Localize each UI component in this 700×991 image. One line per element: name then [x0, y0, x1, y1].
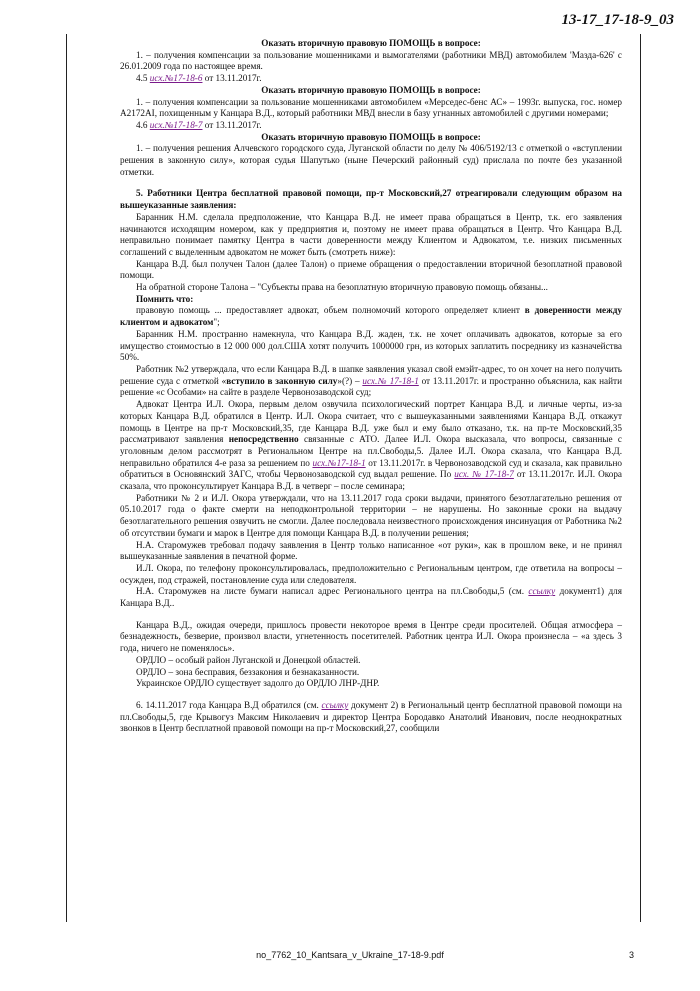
paragraph: Украинское ОРДЛО существует задолго до ОРДЛО ЛНР-ДНР.: [136, 678, 380, 689]
text-run: 4.6: [136, 119, 150, 130]
paragraph: Баранник Н.М. сделала предположение, что Канцара В.Д. не имеет права обращаться в Центр, т.к. его заявления начинаются исходящим номером, как у предприятия и, поэтому не имеет права обращаться в Центр. Что Канцара В.Д. неправильно понимает памятку Центра в части доверенности между Клиентом и Адвокатом, т.е. низких письменных соглашений с выделенным адвокатом не может быть (смотреть ниже):: [120, 211, 622, 257]
document-code: 13-17_17-18-9_03: [561, 12, 674, 28]
paragraph: Работники № 2 и И.Л. Окора утверждали, что на 13.11.2017 года сроки выдачи, принятого безотлагательно решения от 05.10.2017 года о факте смерти на неподконтрольной территории – не нарушены. Но законные сроки на выдачу безотлагательного решения озвучить не смогли. Далее последовала неизвестного происхождения инсинуация от Работника №2 об отсутствии бумаги и марок в Центре для помощи Канцара В.Д. в получении решения;: [120, 492, 622, 538]
document-link[interactable]: исх.№17-18-6: [149, 73, 203, 84]
paragraph: [120, 73, 622, 85]
bold-text: в доверенности между клиентом и адвокатом: [120, 305, 622, 328]
text-run: Адвокат Центра И.Л. Окора, первым делом озвучила психологический портрет Канцара В.Д. и личные черты, из-за которых Канцара В.Д. обратился в Центр. И.Л. Окора считает, что с вышеуказанными заявлениями Канцара В.Д. откажут помощь в Центре на пр-т Московский,35, где Канцара В.Д. уже был и ему было отказано, т.к. на пр-те Московский,35 рассматривают заявления: [120, 399, 622, 445]
paragraph: Канцара В.Д., ожидая очереди, пришлось провести некоторое время в Центре среди просителей. Общая атмосфера – безнадежность, безверие, произвол власти, угнетенность посетителей. Работник центра И.Л. Окора произнесла – «а здесь 3 года, ничего не поменялось».: [120, 619, 622, 654]
document-link[interactable]: исх. № 17-18-7: [454, 469, 514, 480]
text-run: от 13.11.2017г. И.Л. Окора сказала, что проконсультирует Канцара В.Д. в четверг – после семинара;: [120, 469, 622, 492]
paragraph: Н.А. Старомужев требовал подачу заявления в Центр только написанное «от руки», как в прошлом веке, и не принял вышеуказанные заявления в печатной форме.: [120, 539, 622, 562]
text-run: от 13.11.2017г. и пространно объяснила, как найти решение «с Особами» на сайте в разделе Червонозаводской суд;: [120, 375, 622, 398]
text-run: от 13.11.2017г. в Червонозаводской суд и сказала, как правильно обратиться в Основянский ЗАГС, чтобы Червонозаводской суд выдал решение. По: [120, 457, 622, 480]
paragraph: 1. – получения решения Алчевского городского суда, Луганской области по делу № 406/5192/13 с отметкой о «вступлении решения в законную силу», которая судья Шапутько (ныне Печерский районный суд) прислала по почте без указанной отметки.: [120, 143, 622, 177]
paragraph: [120, 364, 622, 399]
paragraph: ОРДЛО – особый район Луганской и Донецкой областей.: [136, 654, 361, 665]
text-run: »(?) –: [337, 375, 363, 386]
document-link[interactable]: исх.№ 17-18-1: [362, 375, 419, 386]
document-link[interactable]: ссылку: [321, 699, 349, 710]
bold-text: непосредственно: [228, 434, 299, 445]
bold-text: Помнить что:: [136, 293, 194, 304]
text-run: ";: [213, 317, 220, 328]
paragraph: На обратной стороне Талона – "Субъекты права на безоплатную вторичную правовую помощь обязаны...: [136, 282, 548, 293]
paragraph: Канцара В.Д. был получен Талон (далее Талон) о приеме обращения о предоставлении вторичной безоплатной правовой помощи.: [120, 258, 622, 281]
text-run: правовую помощь ... предоставляет адвокат, объем полномочий которого определяет клиент: [136, 305, 525, 316]
paragraph: [120, 305, 622, 328]
paragraph: [120, 294, 622, 306]
paragraph: И.Л. Окора, по телефону проконсультировалась, предположительно с Региональным центром, где ответила на вопросы – осужден, под стражей, постановление суда или следователя.: [120, 562, 622, 585]
paragraph: [120, 188, 622, 211]
document-body: [120, 38, 622, 735]
text-run: 6. 14.11.2017 года Канцара В.Д обратился (см.: [136, 699, 322, 710]
text-run: документ1) для Канцара В.Д..: [120, 586, 622, 609]
paragraph: [120, 700, 622, 735]
text-run: Работник №2 утверждала, что если Канцара В.Д. в шапке заявления указал свой емэйт-адрес, то он хочет на него получить решение суда с отметкой «: [120, 363, 622, 386]
paragraph: [120, 399, 622, 493]
document-link[interactable]: ссылку: [528, 586, 556, 597]
text-run: 4.5: [136, 73, 150, 84]
text-run: документ 2) в Региональный центр бесплатной правовой помощи на пл.Свободы,5, где Крывогуз Максим Николаевич и директор Центра Бородавко Анатолий Иванович, после неоднократных звонков в Центр бесплатной правовой помощи на пр-т Московский,27, сообщили: [120, 699, 622, 734]
paragraph: Баранник Н.М. пространно намекнула, что Канцара В.Д. жаден, т.к. не хочет оплачивать адвокатов, которые за его имущество стоимостью в 12 000 000 дол.США хотят получить 1000000 грн, из которых заплатить посреднику из казначейства 50%.: [120, 328, 622, 363]
paragraph: 1. – получения компенсации за пользование мошенниками и вымогателями (работники МВД) автомобилем 'Мазда-626' с 26.01.2009 года по настоящее время.: [120, 49, 622, 72]
document-link[interactable]: исх.№17-18-7: [149, 119, 203, 130]
bold-text: 5. Работники Центра бесплатной правовой помощи, пр-т Московский,27 отреагировали следующим образом на вышеуказанные заявления:: [120, 188, 622, 211]
page-number: 3: [628, 950, 634, 960]
paragraph: ОРДЛО – зона бесправия, беззакония и безнаказанности.: [136, 666, 360, 677]
text-run: от 13.11.2017г.: [202, 119, 262, 130]
section-heading: Оказать вторичную правовую ПОМОЩЬ в вопросе:: [261, 84, 481, 95]
document-link[interactable]: исх.№17-18-1: [312, 457, 366, 468]
section-heading: Оказать вторичную правовую ПОМОЩЬ в вопросе:: [261, 131, 481, 142]
paragraph: 1. – получения компенсации за пользование мошенниками автомобилем «Мерседес-бенс АС» – 1993г. выпуска, гос. номер А2172АІ, похищенным у Канцара В.Д., который работники МВД внесли в базу угнанных автомобилей с другими номерами;: [120, 96, 622, 119]
text-run: Н.А. Старомужев на листе бумаги написал адрес Регионального центра на пл.Свободы,5 (см.: [136, 586, 529, 597]
text-run: связанные с АТО. Далее И.Л. Окора высказала, что вопросы, связанные с уголовным делом рассмотрят в Региональном Центре на пл.Свободы,5. Далее И.Л. Окора сказала, что Канцара В.Д. неправильно обратился 4-е раза за решением по: [120, 434, 622, 468]
section-heading: Оказать вторичную правовую ПОМОЩЬ в вопросе:: [261, 38, 481, 48]
bold-text: вступило в законную силу: [226, 375, 338, 386]
paragraph: [120, 586, 622, 609]
paragraph: [120, 120, 622, 132]
footer-filename: no_7762_10_Kantsara_v_Ukraine_17-18-9.pdf: [256, 950, 444, 960]
text-run: от 13.11.2017г.: [202, 73, 262, 84]
